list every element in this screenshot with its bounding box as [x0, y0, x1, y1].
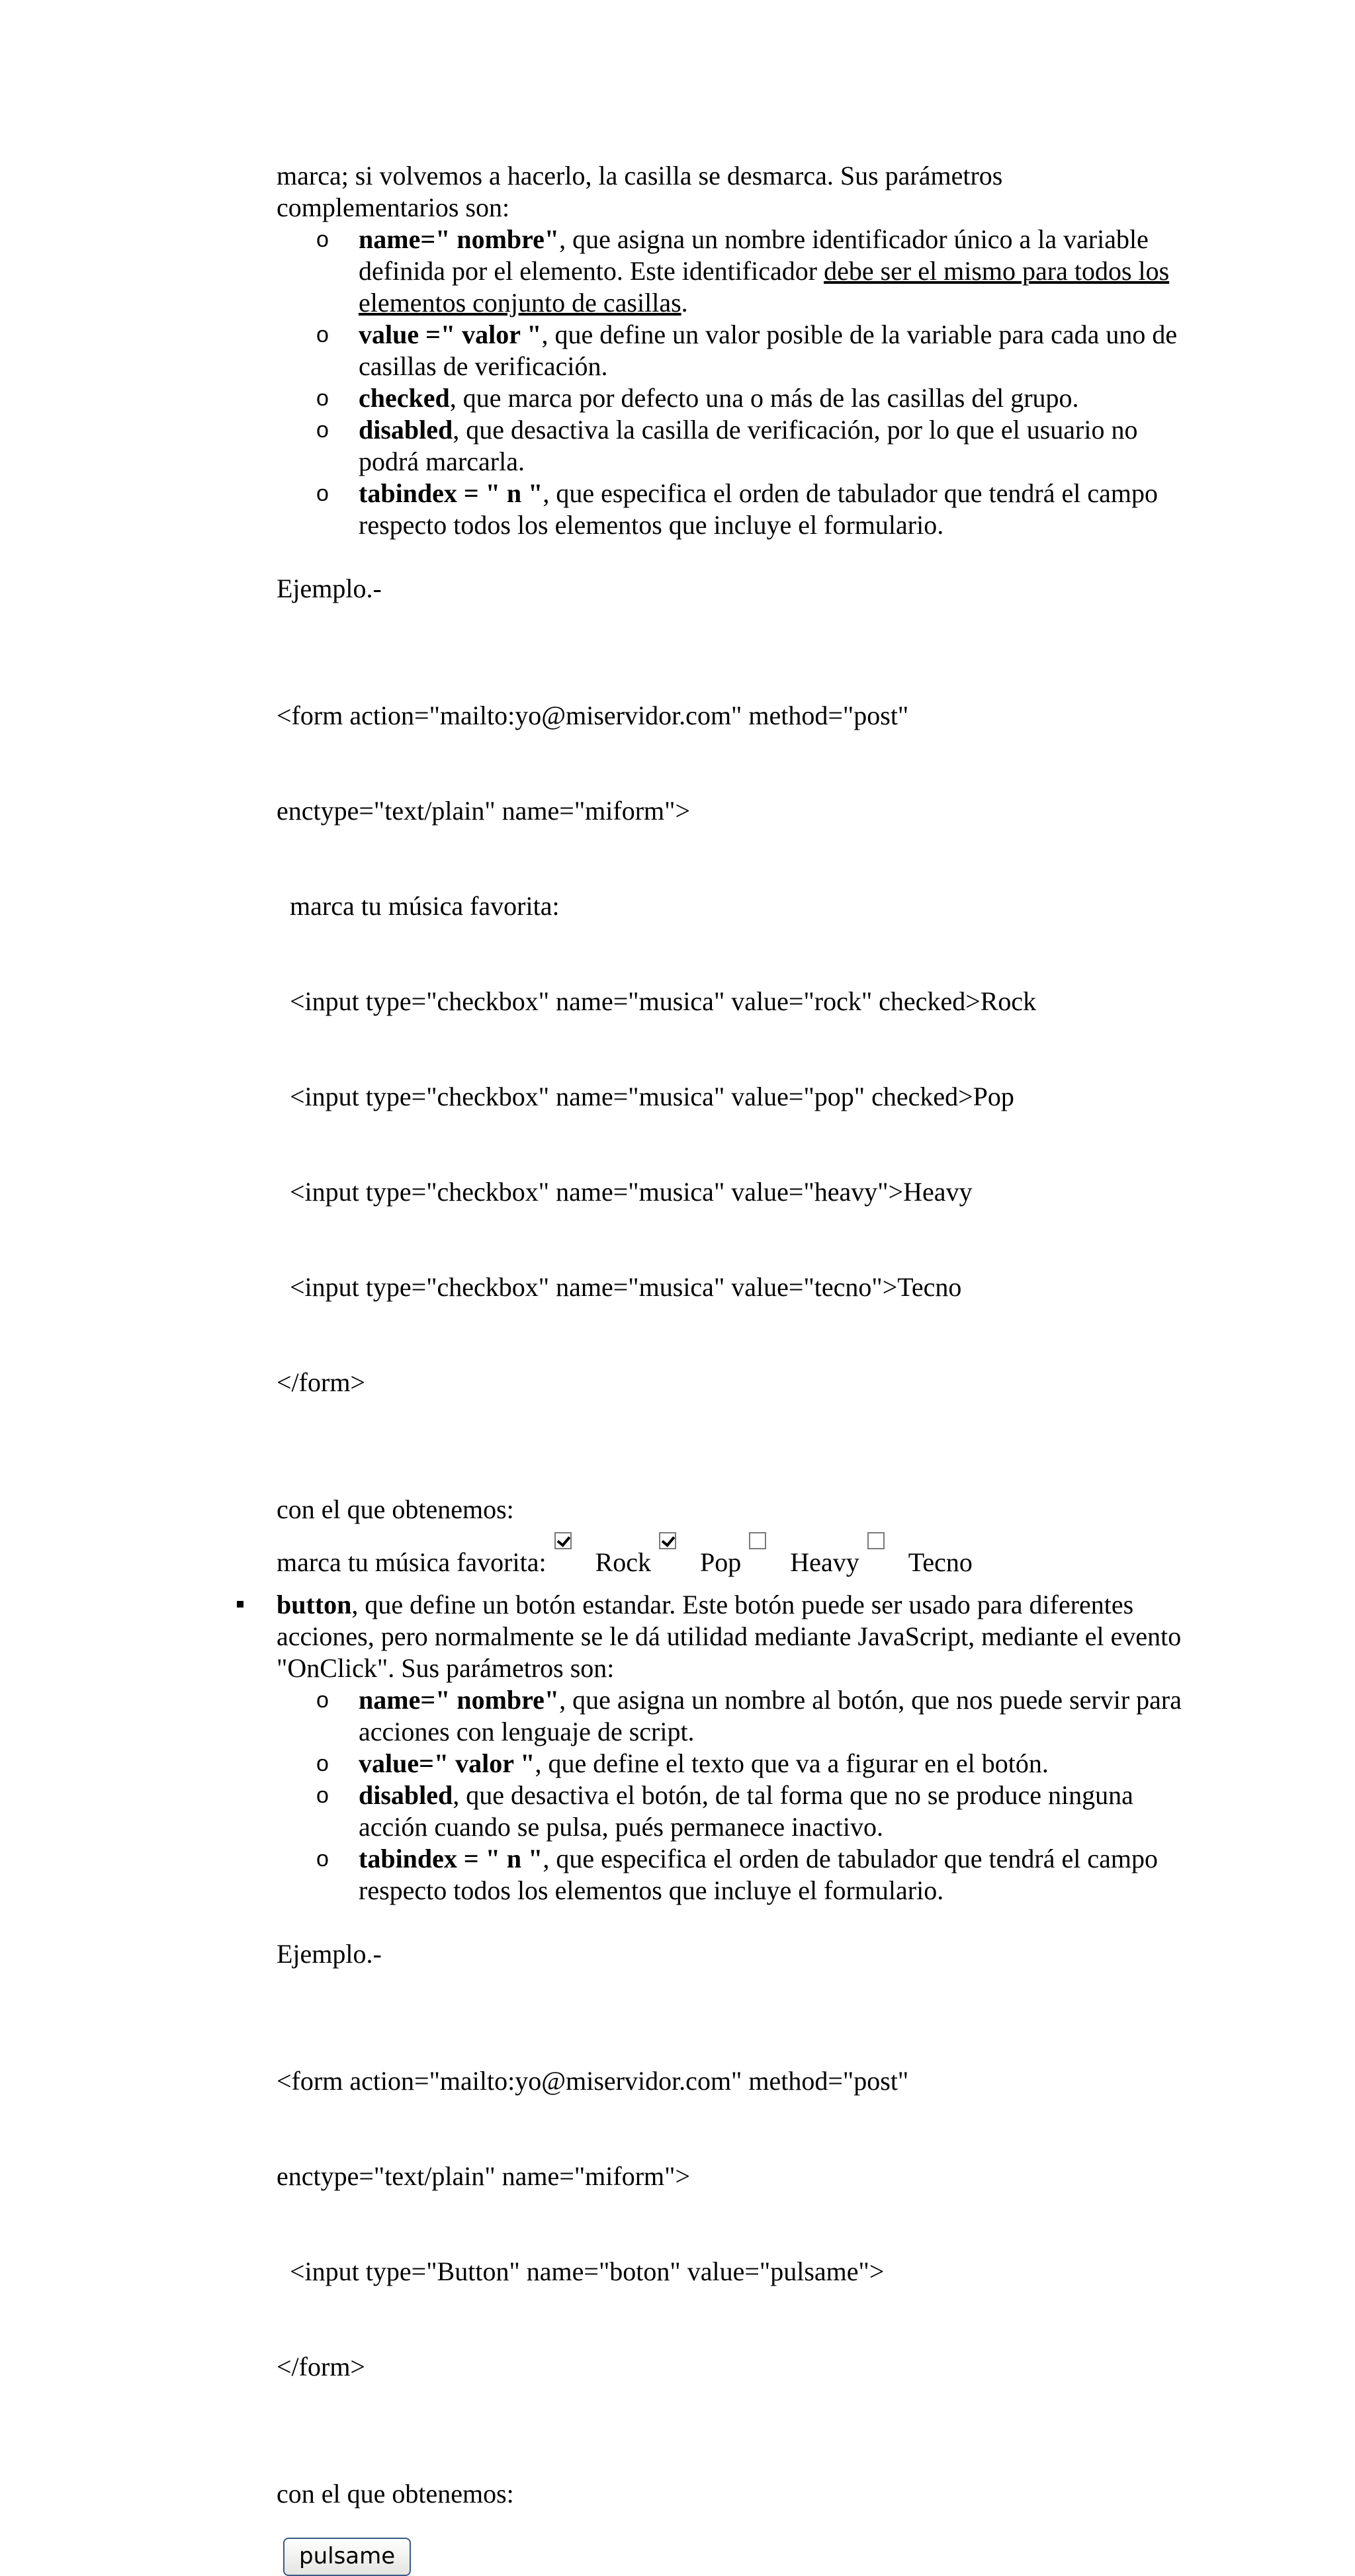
code-block	[277, 2002, 1190, 2446]
list-item	[316, 1684, 1190, 1748]
content	[277, 160, 1190, 2576]
checkbox-pop[interactable]	[659, 1532, 676, 1549]
spacer	[277, 1970, 1190, 2002]
pulsame-button[interactable]: pulsame	[283, 2538, 411, 2576]
list-item	[316, 224, 1190, 319]
code-line: </form>	[277, 2352, 365, 2382]
checkbox-rock[interactable]	[554, 1532, 572, 1549]
button-params-list	[277, 1684, 1190, 1907]
checkbox-label: Tecno	[908, 1547, 973, 1577]
bullet-circle: o	[316, 1751, 329, 1776]
param-text: , que especifica el orden de tabulador que tendrá el campo respecto todos los elementos que incluye el formulario.	[359, 1844, 1158, 1905]
list-item	[316, 1780, 1190, 1843]
bullet-circle: o	[316, 227, 329, 252]
param-term: value=" valor "	[359, 1748, 535, 1778]
code-block	[277, 636, 1190, 1462]
code-line: <form action="mailto:yo@miservidor.com" method="post"	[277, 701, 909, 730]
param-underlined: debe ser el mismo para todos los elementos conjunto de casillas	[359, 256, 1170, 318]
button-term: button	[277, 1590, 352, 1619]
spacer	[277, 2510, 1190, 2538]
param-text: , que define el texto que va a figurar en el botón.	[535, 1748, 1049, 1778]
bullet-circle: o	[316, 322, 329, 347]
spacer	[277, 605, 1190, 636]
param-text: , que desactiva el botón, de tal forma que no se produce ninguna acción cuando se pulsa, pués permanece inactivo.	[359, 1780, 1133, 1842]
checkbox-label: Heavy	[790, 1547, 859, 1577]
button-section	[277, 1589, 1190, 1684]
bullet-circle: o	[316, 1688, 329, 1713]
list-item	[316, 382, 1190, 414]
bullet-circle: o	[316, 1846, 329, 1871]
checkbox-params-list	[277, 224, 1190, 541]
checkbox-heavy[interactable]	[749, 1532, 766, 1549]
param-term: disabled	[359, 1780, 453, 1810]
param-text: , que asigna un nombre identificador único a la variable definida por el elemento. Este identificador	[359, 224, 1149, 286]
example-label: Ejemplo.-	[277, 1939, 382, 1969]
button-intro	[277, 1589, 1190, 1684]
code-line: <input type="checkbox" name="musica" value="pop" checked>Pop	[277, 1082, 1014, 1111]
param-text: , que marca por defecto una o más de las casillas del grupo.	[449, 383, 1079, 413]
code-line: <input type="checkbox" name="musica" value="heavy">Heavy	[277, 1177, 973, 1207]
code-line: <form action="mailto:yo@miservidor.com" method="post"	[277, 2066, 909, 2096]
list-item	[316, 319, 1190, 382]
param-term: tabindex = " n "	[359, 1844, 543, 1873]
spacer	[277, 1578, 1190, 1589]
button-intro-text: , que define un botón estandar. Este botón puede ser usado para diferentes acciones, pero normalmente se le dá utilidad mediante JavaScript, mediante el evento "OnClick". Sus parámetros son:	[277, 1590, 1182, 1683]
spacer	[277, 2446, 1190, 2478]
list-item	[316, 1843, 1190, 1907]
code-line: <input type="Button" name="boton" value="pulsame">	[277, 2256, 885, 2286]
checkbox-intro: marca; si volvemos a hacerlo, la casilla se desmarca. Sus parámetros complementarios son:	[277, 161, 1003, 222]
bullet-circle: o	[316, 481, 329, 506]
param-text: , que desactiva la casilla de verificación, por lo que el usuario no podrá marcarla.	[359, 415, 1138, 476]
spacer	[277, 1462, 1190, 1494]
bullet-circle: o	[316, 1783, 329, 1808]
list-item	[316, 1748, 1190, 1780]
code-line: <input type="checkbox" name="musica" value="rock" checked>Rock	[277, 986, 1037, 1016]
spacer	[277, 541, 1190, 573]
param-text: , que asigna un nombre al botón, que nos puede servir para acciones con lenguaje de script.	[359, 1685, 1182, 1746]
example-label: Ejemplo.-	[277, 574, 382, 603]
spacer	[277, 1907, 1190, 1938]
checkbox-tecno[interactable]	[867, 1532, 885, 1549]
code-line: marca tu música favorita:	[277, 891, 560, 921]
code-line: </form>	[277, 1367, 365, 1397]
param-text-end: .	[681, 288, 688, 318]
param-term: disabled	[359, 415, 453, 445]
list-item	[316, 414, 1190, 478]
param-term: name=" nombre"	[359, 1685, 560, 1715]
checkbox-label: Pop	[700, 1547, 742, 1577]
checkbox-label: Rock	[595, 1547, 652, 1577]
param-term: value =" valor "	[359, 320, 542, 349]
demo-prompt: marca tu música favorita:	[277, 1547, 546, 1577]
bullet-square	[237, 1601, 243, 1608]
result-label: con el que obtenemos:	[277, 1494, 514, 1524]
code-line: enctype="text/plain" name="miform">	[277, 796, 691, 826]
checkbox-demo	[277, 1525, 1190, 1578]
param-term: tabindex = " n "	[359, 478, 543, 508]
bullet-circle: o	[316, 386, 329, 411]
param-term: name=" nombre"	[359, 224, 560, 254]
bullet-circle: o	[316, 417, 329, 443]
param-text: , que define un valor posible de la variable para cada uno de casillas de verificación.	[359, 320, 1178, 381]
code-line: <input type="checkbox" name="musica" value="tecno">Tecno	[277, 1272, 962, 1302]
param-term: checked	[359, 383, 450, 413]
code-line: enctype="text/plain" name="miform">	[277, 2161, 691, 2191]
list-item	[316, 478, 1190, 541]
result-label: con el que obtenemos:	[277, 2479, 514, 2509]
param-text: , que especifica el orden de tabulador que tendrá el campo respecto todos los elementos que incluye el formulario.	[359, 478, 1158, 540]
